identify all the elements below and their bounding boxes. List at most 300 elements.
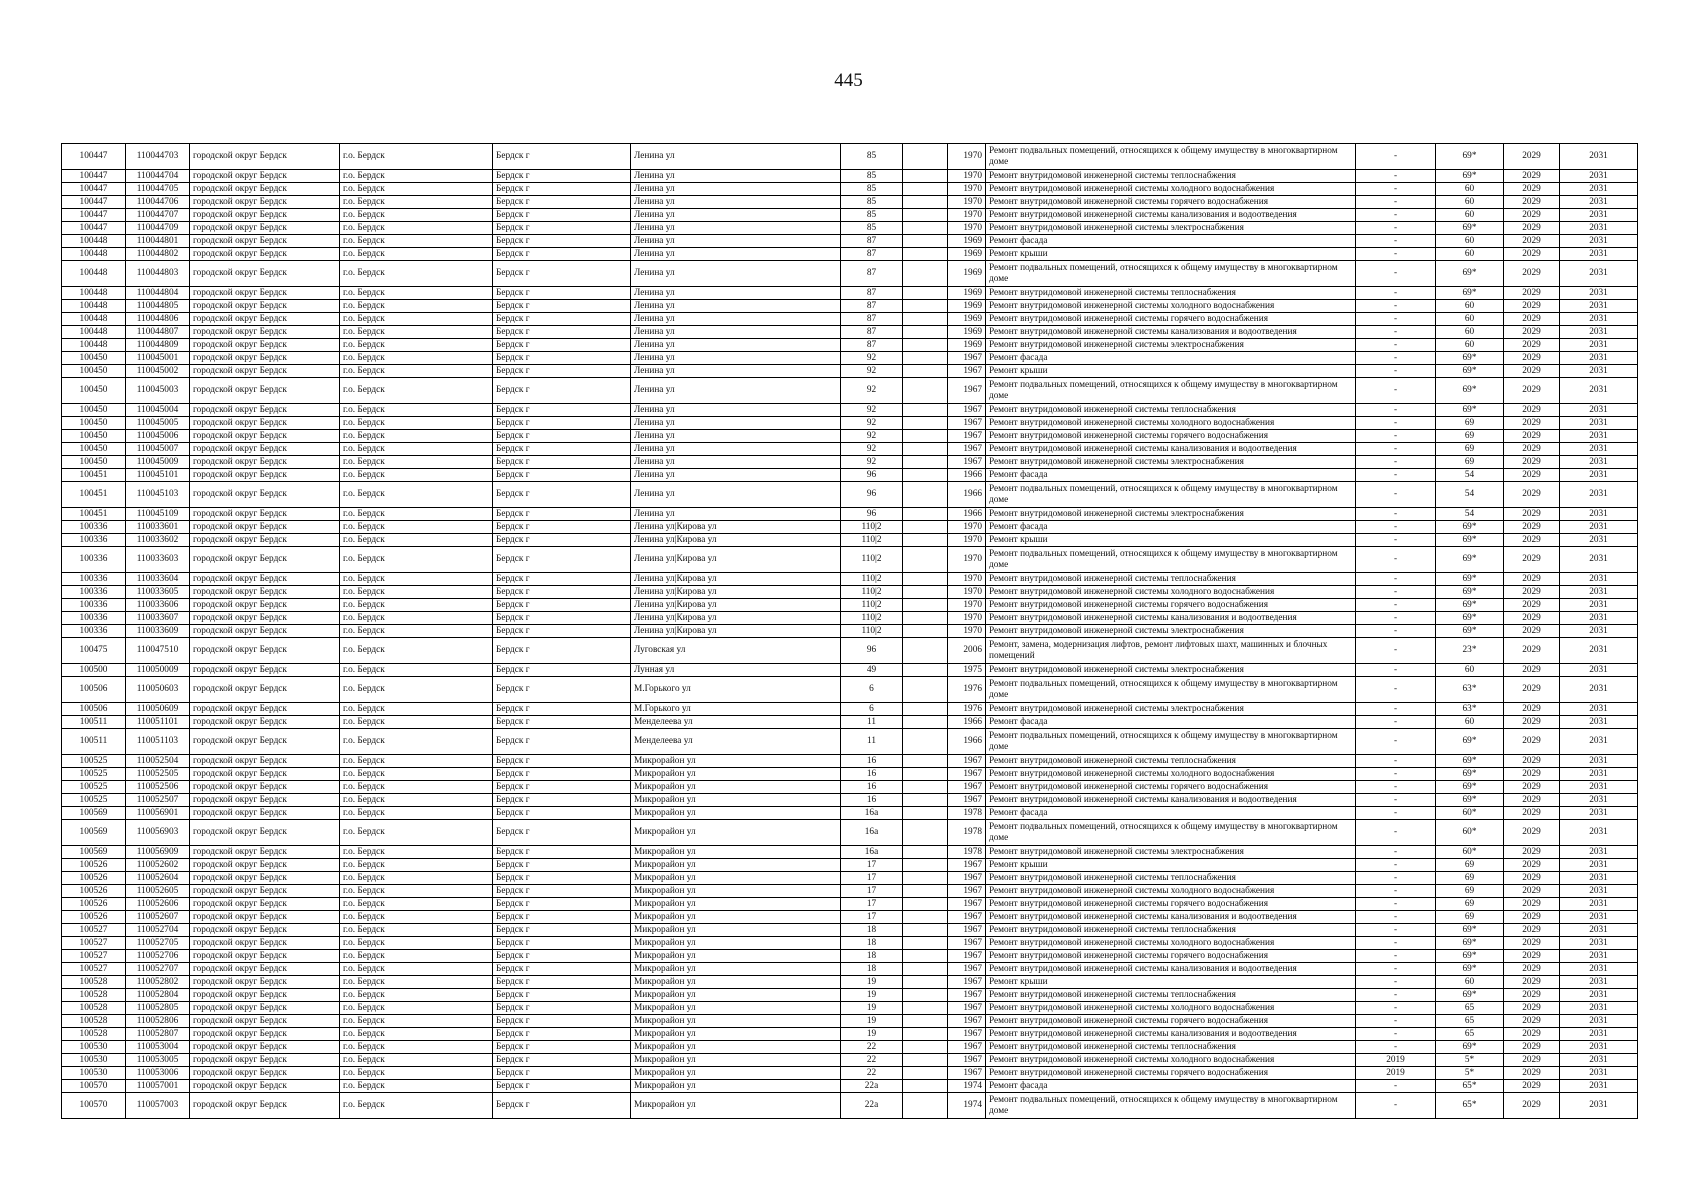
cell-plan-start-year: 2029 (1504, 547, 1560, 573)
cell-plan-end-year: 2031 (1560, 586, 1638, 599)
cell-plan-end-year: 2031 (1560, 599, 1638, 612)
cell-element-id: 110056901 (126, 807, 190, 820)
cell-street: Менделеева ул (631, 716, 841, 729)
cell-element-id: 110033601 (126, 521, 190, 534)
cell-plan-start-year: 2029 (1504, 1067, 1560, 1080)
cell-street: Микрорайон ул (631, 1080, 841, 1093)
cell-work-type: Ремонт внутридомовой инженерной системы электроснабжения (986, 664, 1356, 677)
cell-build-year: 1970 (948, 625, 986, 638)
cell-wear-percent: 63* (1436, 703, 1504, 716)
cell-wear-percent: 65 (1436, 1028, 1504, 1041)
cell-plan-start-year: 2029 (1504, 638, 1560, 664)
cell-build-year: 1970 (948, 222, 986, 235)
cell-house-number: 96 (841, 482, 903, 508)
cell-municipal-district: городской округ Бердск (190, 1015, 340, 1028)
cell-last-repair-year: - (1356, 1093, 1436, 1119)
table-row (62, 885, 1638, 898)
cell-plan-end-year: 2031 (1560, 1028, 1638, 1041)
cell-municipal-district: городской округ Бердск (190, 313, 340, 326)
cell-locality: Бердск г (493, 352, 631, 365)
table-row (62, 547, 1638, 573)
cell-house-number: 16а (841, 807, 903, 820)
cell-house-id: 100448 (62, 300, 126, 313)
cell-last-repair-year: - (1356, 976, 1436, 989)
cell-last-repair-year: - (1356, 911, 1436, 924)
cell-wear-percent: 69* (1436, 573, 1504, 586)
cell-locality: Бердск г (493, 222, 631, 235)
cell-build-year: 1975 (948, 664, 986, 677)
cell-house-number: 85 (841, 183, 903, 196)
cell-building (903, 209, 948, 222)
cell-settlement: г.о. Бердск (340, 976, 493, 989)
cell-building (903, 729, 948, 755)
cell-street: Ленина ул (631, 508, 841, 521)
cell-house-number: 87 (841, 248, 903, 261)
cell-element-id: 110044705 (126, 183, 190, 196)
cell-build-year: 1976 (948, 703, 986, 716)
table-row (62, 248, 1638, 261)
table-row (62, 937, 1638, 950)
cell-settlement: г.о. Бердск (340, 859, 493, 872)
cell-locality: Бердск г (493, 768, 631, 781)
cell-street: Ленина ул (631, 235, 841, 248)
cell-plan-end-year: 2031 (1560, 716, 1638, 729)
cell-element-id: 110033605 (126, 586, 190, 599)
cell-build-year: 1970 (948, 144, 986, 170)
cell-house-number: 18 (841, 924, 903, 937)
cell-settlement: г.о. Бердск (340, 248, 493, 261)
cell-settlement: г.о. Бердск (340, 287, 493, 300)
cell-build-year: 1969 (948, 261, 986, 287)
cell-plan-end-year: 2031 (1560, 521, 1638, 534)
cell-settlement: г.о. Бердск (340, 937, 493, 950)
cell-plan-end-year: 2031 (1560, 1054, 1638, 1067)
cell-build-year: 1967 (948, 794, 986, 807)
cell-house-id: 100336 (62, 612, 126, 625)
cell-plan-end-year: 2031 (1560, 898, 1638, 911)
cell-plan-end-year: 2031 (1560, 807, 1638, 820)
table-row (62, 703, 1638, 716)
cell-house-number: 87 (841, 287, 903, 300)
cell-work-type: Ремонт, замена, модернизация лифтов, ремонт лифтовых шахт, машинных и блочных помещений (986, 638, 1356, 664)
cell-last-repair-year: - (1356, 326, 1436, 339)
cell-locality: Бердск г (493, 937, 631, 950)
cell-plan-end-year: 2031 (1560, 547, 1638, 573)
cell-settlement: г.о. Бердск (340, 1080, 493, 1093)
cell-building (903, 989, 948, 1002)
cell-wear-percent: 69 (1436, 885, 1504, 898)
cell-element-id: 110057001 (126, 1080, 190, 1093)
cell-last-repair-year: - (1356, 846, 1436, 859)
cell-settlement: г.о. Бердск (340, 183, 493, 196)
cell-municipal-district: городской округ Бердск (190, 222, 340, 235)
cell-municipal-district: городской округ Бердск (190, 469, 340, 482)
cell-house-number: 16 (841, 768, 903, 781)
cell-plan-end-year: 2031 (1560, 703, 1638, 716)
cell-build-year: 1969 (948, 248, 986, 261)
cell-street: Менделеева ул (631, 729, 841, 755)
cell-settlement: г.о. Бердск (340, 378, 493, 404)
cell-street: Ленина ул|Кирова ул (631, 534, 841, 547)
cell-locality: Бердск г (493, 950, 631, 963)
cell-work-type: Ремонт подвальных помещений, относящихся к общему имуществу в многоквартирном доме (986, 729, 1356, 755)
cell-house-id: 100336 (62, 573, 126, 586)
cell-street: Ленина ул (631, 222, 841, 235)
cell-locality: Бердск г (493, 144, 631, 170)
cell-last-repair-year: - (1356, 859, 1436, 872)
cell-plan-start-year: 2029 (1504, 859, 1560, 872)
cell-settlement: г.о. Бердск (340, 573, 493, 586)
cell-wear-percent: 69* (1436, 144, 1504, 170)
cell-build-year: 1966 (948, 729, 986, 755)
cell-wear-percent: 63* (1436, 677, 1504, 703)
table-row (62, 729, 1638, 755)
cell-wear-percent: 65* (1436, 1093, 1504, 1119)
table-row (62, 625, 1638, 638)
cell-last-repair-year: - (1356, 482, 1436, 508)
cell-house-id: 100450 (62, 378, 126, 404)
cell-municipal-district: городской округ Бердск (190, 937, 340, 950)
cell-wear-percent: 65 (1436, 1015, 1504, 1028)
cell-element-id: 110044804 (126, 287, 190, 300)
cell-building (903, 339, 948, 352)
cell-plan-start-year: 2029 (1504, 430, 1560, 443)
cell-street: Ленина ул (631, 313, 841, 326)
cell-element-id: 110052604 (126, 872, 190, 885)
cell-building (903, 508, 948, 521)
cell-locality: Бердск г (493, 885, 631, 898)
cell-work-type: Ремонт внутридомовой инженерной системы горячего водоснабжения (986, 599, 1356, 612)
cell-building (903, 781, 948, 794)
cell-municipal-district: городской округ Бердск (190, 339, 340, 352)
cell-plan-start-year: 2029 (1504, 586, 1560, 599)
cell-plan-end-year: 2031 (1560, 313, 1638, 326)
cell-plan-end-year: 2031 (1560, 248, 1638, 261)
cell-build-year: 1967 (948, 911, 986, 924)
cell-municipal-district: городской округ Бердск (190, 508, 340, 521)
cell-municipal-district: городской округ Бердск (190, 417, 340, 430)
cell-build-year: 1970 (948, 534, 986, 547)
cell-locality: Бердск г (493, 547, 631, 573)
cell-plan-start-year: 2029 (1504, 625, 1560, 638)
cell-settlement: г.о. Бердск (340, 807, 493, 820)
cell-municipal-district: городской округ Бердск (190, 365, 340, 378)
cell-plan-start-year: 2029 (1504, 729, 1560, 755)
table-row (62, 482, 1638, 508)
cell-settlement: г.о. Бердск (340, 534, 493, 547)
table-row (62, 859, 1638, 872)
cell-house-id: 100506 (62, 677, 126, 703)
cell-plan-end-year: 2031 (1560, 261, 1638, 287)
cell-work-type: Ремонт внутридомовой инженерной системы электроснабжения (986, 703, 1356, 716)
cell-work-type: Ремонт внутридомовой инженерной системы теплоснабжения (986, 170, 1356, 183)
cell-municipal-district: городской округ Бердск (190, 326, 340, 339)
cell-house-number: 11 (841, 716, 903, 729)
cell-street: Микрорайон ул (631, 1067, 841, 1080)
cell-settlement: г.о. Бердск (340, 222, 493, 235)
table-row (62, 430, 1638, 443)
cell-municipal-district: городской округ Бердск (190, 586, 340, 599)
cell-work-type: Ремонт внутридомовой инженерной системы канализования и водоотведения (986, 794, 1356, 807)
cell-house-id: 100525 (62, 768, 126, 781)
cell-plan-start-year: 2029 (1504, 1041, 1560, 1054)
cell-element-id: 110053004 (126, 1041, 190, 1054)
cell-element-id: 110045101 (126, 469, 190, 482)
cell-wear-percent: 60* (1436, 807, 1504, 820)
cell-settlement: г.о. Бердск (340, 768, 493, 781)
cell-last-repair-year: - (1356, 300, 1436, 313)
cell-municipal-district: городской округ Бердск (190, 482, 340, 508)
cell-build-year: 1970 (948, 586, 986, 599)
cell-settlement: г.о. Бердск (340, 794, 493, 807)
cell-plan-end-year: 2031 (1560, 1015, 1638, 1028)
cell-work-type: Ремонт внутридомовой инженерной системы горячего водоснабжения (986, 781, 1356, 794)
cell-building (903, 950, 948, 963)
cell-settlement: г.о. Бердск (340, 963, 493, 976)
cell-wear-percent: 69* (1436, 625, 1504, 638)
cell-building (903, 222, 948, 235)
cell-plan-start-year: 2029 (1504, 170, 1560, 183)
table-row (62, 339, 1638, 352)
cell-municipal-district: городской округ Бердск (190, 534, 340, 547)
table-row (62, 989, 1638, 1002)
cell-building (903, 261, 948, 287)
cell-wear-percent: 65 (1436, 1002, 1504, 1015)
cell-house-id: 100526 (62, 872, 126, 885)
cell-municipal-district: городской округ Бердск (190, 352, 340, 365)
cell-municipal-district: городской округ Бердск (190, 521, 340, 534)
cell-wear-percent: 69 (1436, 872, 1504, 885)
cell-street: Ленина ул|Кирова ул (631, 586, 841, 599)
cell-last-repair-year: - (1356, 820, 1436, 846)
cell-last-repair-year: - (1356, 1028, 1436, 1041)
cell-plan-end-year: 2031 (1560, 183, 1638, 196)
cell-wear-percent: 69* (1436, 404, 1504, 417)
cell-house-id: 100526 (62, 898, 126, 911)
cell-street: Ленина ул|Кирова ул (631, 612, 841, 625)
cell-work-type: Ремонт внутридомовой инженерной системы теплоснабжения (986, 404, 1356, 417)
cell-street: Ленина ул (631, 261, 841, 287)
cell-house-number: 110|2 (841, 586, 903, 599)
cell-last-repair-year: - (1356, 313, 1436, 326)
cell-work-type: Ремонт фасада (986, 521, 1356, 534)
cell-municipal-district: городской округ Бердск (190, 209, 340, 222)
cell-last-repair-year: - (1356, 599, 1436, 612)
cell-build-year: 1967 (948, 898, 986, 911)
cell-work-type: Ремонт внутридомовой инженерной системы холодного водоснабжения (986, 885, 1356, 898)
cell-municipal-district: городской округ Бердск (190, 807, 340, 820)
cell-wear-percent: 69 (1436, 443, 1504, 456)
cell-build-year: 1967 (948, 950, 986, 963)
cell-last-repair-year: - (1356, 261, 1436, 287)
cell-house-number: 92 (841, 430, 903, 443)
cell-settlement: г.о. Бердск (340, 612, 493, 625)
cell-street: Микрорайон ул (631, 1015, 841, 1028)
cell-building (903, 170, 948, 183)
cell-work-type: Ремонт внутридомовой инженерной системы холодного водоснабжения (986, 937, 1356, 950)
cell-street: Микрорайон ул (631, 794, 841, 807)
cell-settlement: г.о. Бердск (340, 924, 493, 937)
cell-last-repair-year: - (1356, 937, 1436, 950)
cell-element-id: 110045103 (126, 482, 190, 508)
cell-locality: Бердск г (493, 1080, 631, 1093)
cell-locality: Бердск г (493, 664, 631, 677)
cell-house-id: 100448 (62, 235, 126, 248)
cell-building (903, 235, 948, 248)
cell-last-repair-year: - (1356, 235, 1436, 248)
cell-house-number: 96 (841, 508, 903, 521)
table-row (62, 612, 1638, 625)
cell-house-id: 100569 (62, 807, 126, 820)
cell-house-id: 100450 (62, 456, 126, 469)
cell-settlement: г.о. Бердск (340, 716, 493, 729)
cell-locality: Бердск г (493, 404, 631, 417)
cell-street: Микрорайон ул (631, 820, 841, 846)
cell-municipal-district: городской округ Бердск (190, 976, 340, 989)
cell-wear-percent: 69* (1436, 612, 1504, 625)
cell-wear-percent: 60 (1436, 976, 1504, 989)
cell-plan-end-year: 2031 (1560, 300, 1638, 313)
cell-build-year: 1967 (948, 404, 986, 417)
table-row (62, 417, 1638, 430)
cell-street: Микрорайон ул (631, 976, 841, 989)
cell-last-repair-year: - (1356, 521, 1436, 534)
cell-locality: Бердск г (493, 846, 631, 859)
cell-settlement: г.о. Бердск (340, 872, 493, 885)
cell-house-id: 100526 (62, 859, 126, 872)
cell-settlement: г.о. Бердск (340, 677, 493, 703)
cell-house-id: 100570 (62, 1093, 126, 1119)
cell-locality: Бердск г (493, 976, 631, 989)
cell-last-repair-year: - (1356, 963, 1436, 976)
cell-building (903, 924, 948, 937)
table-row (62, 261, 1638, 287)
cell-house-id: 100336 (62, 534, 126, 547)
cell-element-id: 110056903 (126, 820, 190, 846)
cell-street: Микрорайон ул (631, 872, 841, 885)
cell-element-id: 110044806 (126, 313, 190, 326)
cell-build-year: 1970 (948, 521, 986, 534)
cell-settlement: г.о. Бердск (340, 1054, 493, 1067)
cell-house-id: 100447 (62, 183, 126, 196)
cell-plan-end-year: 2031 (1560, 1041, 1638, 1054)
cell-wear-percent: 69* (1436, 365, 1504, 378)
cell-plan-start-year: 2029 (1504, 196, 1560, 209)
cell-element-id: 110044809 (126, 339, 190, 352)
cell-house-number: 18 (841, 937, 903, 950)
cell-work-type: Ремонт внутридомовой инженерной системы канализования и водоотведения (986, 612, 1356, 625)
cell-building (903, 1041, 948, 1054)
cell-house-number: 85 (841, 144, 903, 170)
cell-locality: Бердск г (493, 820, 631, 846)
cell-street: Ленина ул (631, 443, 841, 456)
cell-settlement: г.о. Бердск (340, 469, 493, 482)
cell-plan-end-year: 2031 (1560, 963, 1638, 976)
cell-settlement: г.о. Бердск (340, 1028, 493, 1041)
table-row (62, 326, 1638, 339)
cell-work-type: Ремонт внутридомовой инженерной системы электроснабжения (986, 222, 1356, 235)
cell-house-id: 100525 (62, 781, 126, 794)
cell-last-repair-year: - (1356, 404, 1436, 417)
cell-building (903, 469, 948, 482)
cell-house-id: 100451 (62, 508, 126, 521)
cell-settlement: г.о. Бердск (340, 885, 493, 898)
cell-settlement: г.о. Бердск (340, 781, 493, 794)
cell-locality: Бердск г (493, 1028, 631, 1041)
cell-plan-start-year: 2029 (1504, 781, 1560, 794)
cell-building (903, 1067, 948, 1080)
cell-settlement: г.о. Бердск (340, 443, 493, 456)
cell-municipal-district: городской округ Бердск (190, 612, 340, 625)
cell-build-year: 1967 (948, 1002, 986, 1015)
cell-building (903, 443, 948, 456)
cell-locality: Бердск г (493, 638, 631, 664)
cell-wear-percent: 60 (1436, 339, 1504, 352)
cell-house-number: 49 (841, 664, 903, 677)
cell-element-id: 110052807 (126, 1028, 190, 1041)
cell-work-type: Ремонт подвальных помещений, относящихся к общему имуществу в многоквартирном доме (986, 677, 1356, 703)
cell-locality: Бердск г (493, 209, 631, 222)
cell-wear-percent: 54 (1436, 508, 1504, 521)
cell-wear-percent: 60 (1436, 326, 1504, 339)
cell-street: Микрорайон ул (631, 1054, 841, 1067)
cell-building (903, 1054, 948, 1067)
cell-wear-percent: 60 (1436, 313, 1504, 326)
table-row (62, 1054, 1638, 1067)
cell-house-number: 16а (841, 846, 903, 859)
cell-house-number: 17 (841, 898, 903, 911)
cell-work-type: Ремонт внутридомовой инженерной системы теплоснабжения (986, 989, 1356, 1002)
cell-plan-start-year: 2029 (1504, 807, 1560, 820)
cell-work-type: Ремонт внутридомовой инженерной системы канализования и водоотведения (986, 911, 1356, 924)
cell-street: Ленина ул (631, 352, 841, 365)
cell-house-number: 110|2 (841, 625, 903, 638)
cell-municipal-district: городской округ Бердск (190, 768, 340, 781)
cell-house-id: 100448 (62, 248, 126, 261)
cell-wear-percent: 69* (1436, 586, 1504, 599)
cell-locality: Бердск г (493, 963, 631, 976)
cell-plan-end-year: 2031 (1560, 326, 1638, 339)
cell-plan-start-year: 2029 (1504, 820, 1560, 846)
table-row (62, 781, 1638, 794)
cell-element-id: 110033609 (126, 625, 190, 638)
cell-locality: Бердск г (493, 794, 631, 807)
cell-building (903, 820, 948, 846)
cell-locality: Бердск г (493, 716, 631, 729)
cell-plan-end-year: 2031 (1560, 729, 1638, 755)
cell-element-id: 110052806 (126, 1015, 190, 1028)
cell-element-id: 110045002 (126, 365, 190, 378)
cell-wear-percent: 5* (1436, 1054, 1504, 1067)
cell-street: Микрорайон ул (631, 1028, 841, 1041)
cell-plan-start-year: 2029 (1504, 417, 1560, 430)
cell-element-id: 110052802 (126, 976, 190, 989)
cell-house-number: 18 (841, 950, 903, 963)
cell-last-repair-year: - (1356, 794, 1436, 807)
cell-plan-start-year: 2029 (1504, 976, 1560, 989)
cell-settlement: г.о. Бердск (340, 989, 493, 1002)
page-number: 445 (834, 70, 863, 91)
cell-locality: Бердск г (493, 573, 631, 586)
cell-street: Ленина ул (631, 365, 841, 378)
cell-house-number: 22 (841, 1054, 903, 1067)
cell-settlement: г.о. Бердск (340, 508, 493, 521)
cell-building (903, 885, 948, 898)
cell-house-number: 19 (841, 1028, 903, 1041)
table-row (62, 469, 1638, 482)
cell-street: Ленина ул|Кирова ул (631, 625, 841, 638)
cell-element-id: 110050609 (126, 703, 190, 716)
